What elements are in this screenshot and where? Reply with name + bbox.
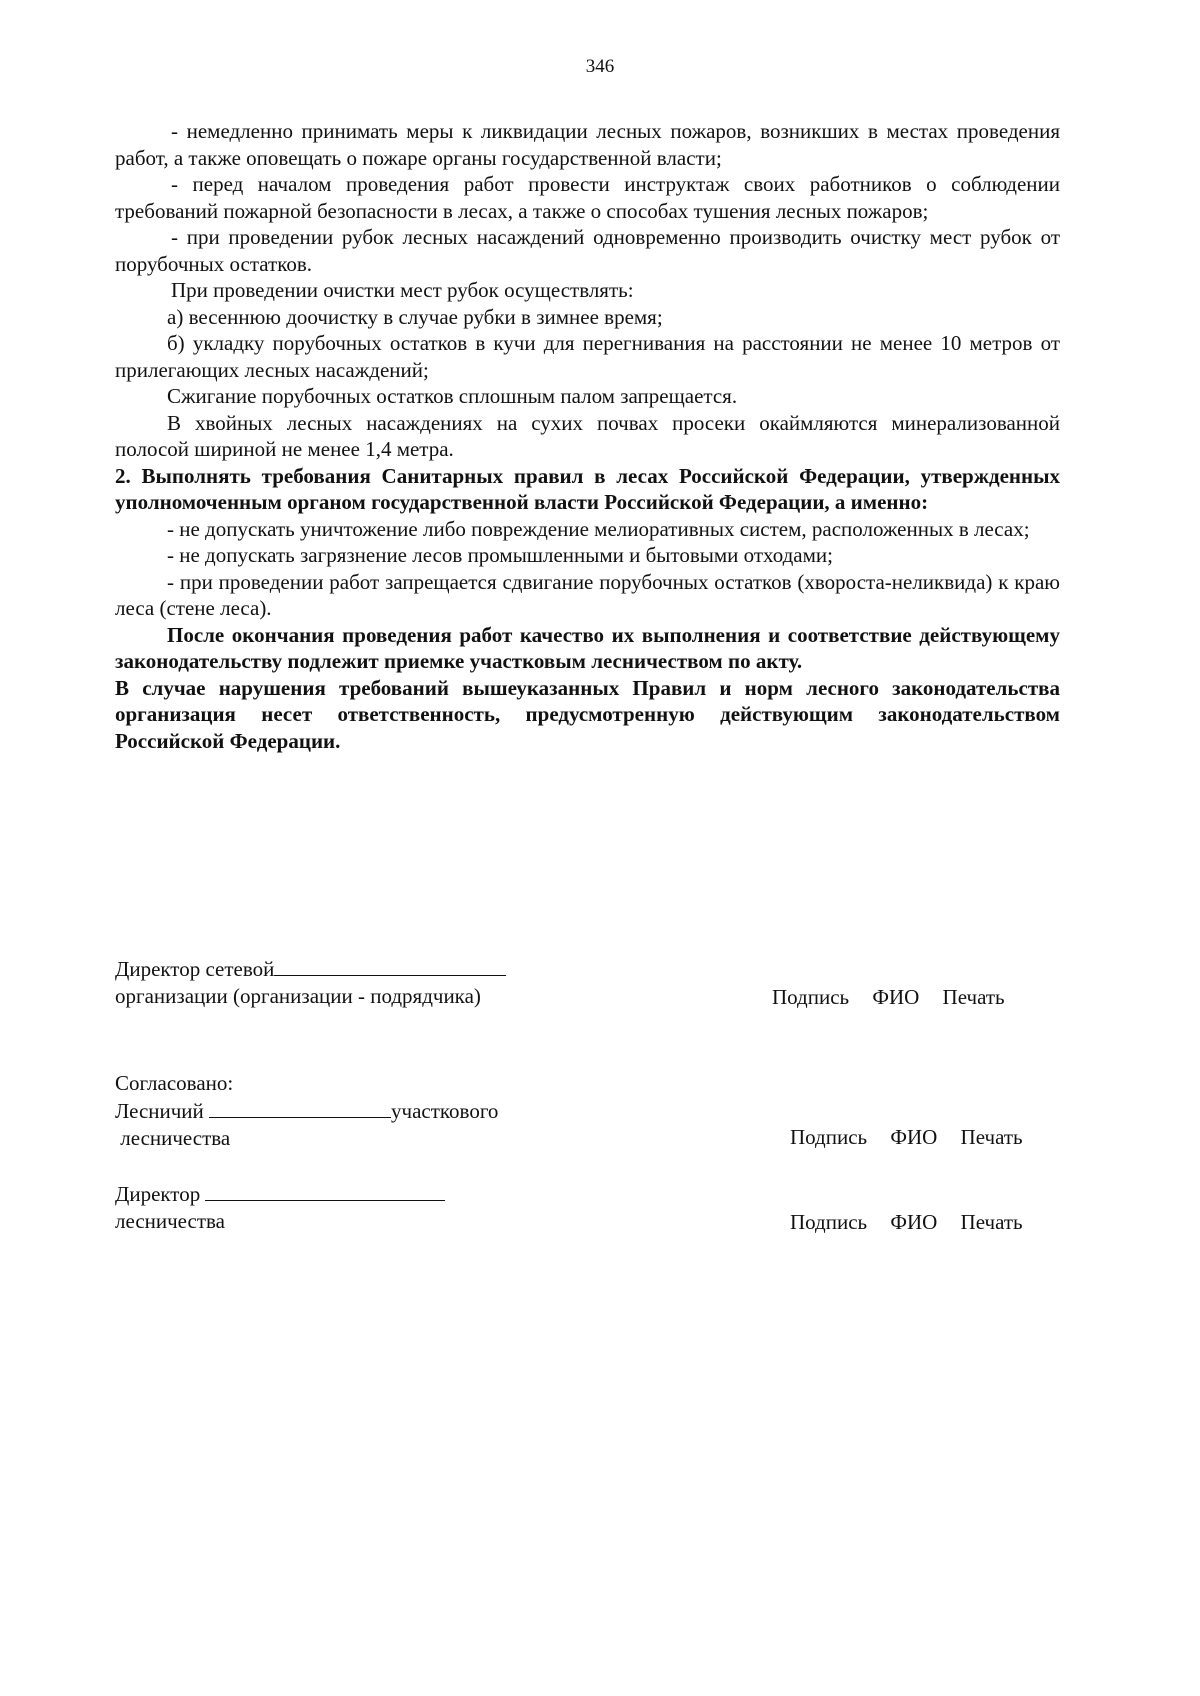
forester-signature [115, 1070, 498, 1152]
forester-org: лесничества [115, 1126, 231, 1150]
paragraph: В хвойных лесных насаждениях на сухих почвах просеки окаймляются минерализованной полосой шириной не менее 1,4 метра. [115, 410, 1060, 461]
director-network-signature [115, 955, 506, 1010]
sign-labels-2 [790, 1125, 1023, 1150]
signature-label: Подпись [790, 1210, 868, 1234]
seal-label: Печать [942, 985, 1005, 1009]
director-forestry-org: лесничества [115, 1209, 225, 1233]
signature-blank [205, 1180, 445, 1201]
paragraph: а) весеннюю доочистку в случае рубки в зимнее время; [167, 304, 663, 329]
director-network-title: Директор сетевой [115, 957, 275, 981]
paragraph: - немедленно принимать меры к ликвидации лесных пожаров, возникших в местах проведения работ, а также оповещать о пожаре органы государственной власти; [115, 119, 1060, 170]
paragraph: - при проведении работ запрещается сдвигание порубочных остатков (хвороста-неликвида) к краю леса (стене леса). [115, 569, 1060, 620]
fio-label: ФИО [872, 985, 920, 1009]
paragraph-bold: В случае нарушения требований вышеуказанных Правил и норм лесного законодательства организация несет ответственность, предусмотренную действующим законодательством Российской Федерации. [115, 675, 1060, 753]
seal-label: Печать [960, 1125, 1023, 1149]
signature-blank [209, 1097, 391, 1118]
page-number: 346 [585, 56, 615, 77]
paragraph: - перед началом проведения работ провести инструктаж своих работников о соблюдении требований пожарной безопасности в лесах, а также о способах тушения лесных пожаров; [115, 172, 1060, 223]
paragraph: - при проведении рубок лесных насаждений одновременно производить очистку мест рубок от порубочных остатков. [115, 225, 1060, 276]
director-forestry-title: Директор [115, 1182, 201, 1206]
sign-labels-3 [790, 1210, 1023, 1235]
fio-label: ФИО [890, 1125, 938, 1149]
signature-label: Подпись [790, 1125, 868, 1149]
director-forestry-signature [115, 1180, 445, 1235]
paragraph-bold: После окончания проведения работ качество их выполнения и соответствие действующему законодательству подлежит приемке участковым лесничеством по акту. [115, 622, 1060, 673]
signature-label: Подпись [772, 985, 850, 1009]
seal-label: Печать [960, 1210, 1023, 1234]
body-text [115, 118, 1060, 754]
forester-title: Лесничий [115, 1099, 204, 1123]
paragraph: - не допускать уничтожение либо повреждение мелиоративных систем, расположенных в лесах; [167, 516, 1030, 541]
forester-suffix: участкового [391, 1099, 499, 1123]
paragraph: - не допускать загрязнение лесов промышленными и бытовыми отходами; [167, 543, 833, 567]
paragraph-bold: 2. Выполнять требования Санитарных правил в лесах Российской Федерации, утвержденных уполномоченным органом государственной власти Российской Федерации, а именно: [115, 463, 1060, 514]
paragraph: б) укладку порубочных остатков в кучи для перегнивания на расстоянии не менее 10 метров от прилегающих лесных насаждений; [115, 331, 1060, 382]
paragraph: При проведении очистки мест рубок осуществлять: [171, 278, 634, 302]
agreed-label: Согласовано: [115, 1071, 234, 1095]
fio-label: ФИО [890, 1210, 938, 1234]
signature-blank [274, 955, 506, 976]
paragraph: Сжигание порубочных остатков сплошным палом запрещается. [167, 384, 738, 408]
sign-labels-1 [772, 985, 1005, 1010]
director-network-org: организации (организации - подрядчика) [115, 984, 481, 1008]
